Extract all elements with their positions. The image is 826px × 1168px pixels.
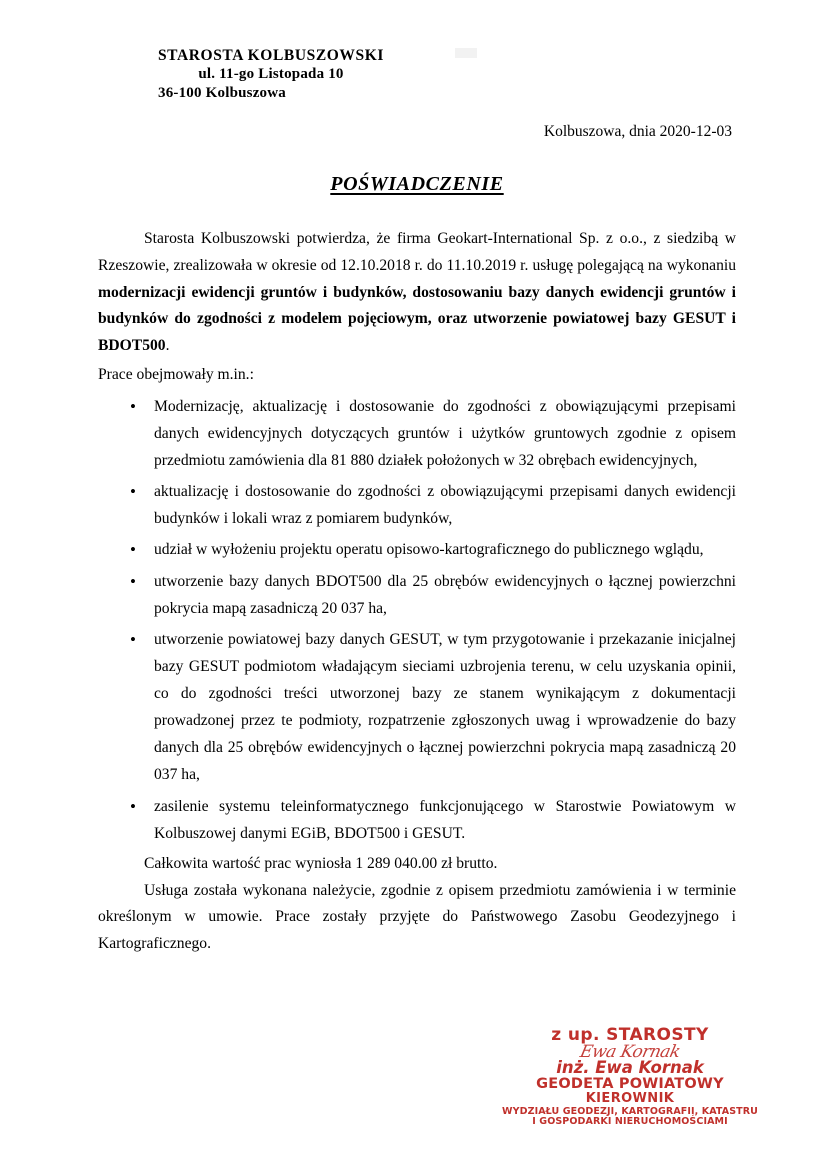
place-and-date: Kolbuszowa, dnia 2020-12-03: [543, 122, 732, 140]
signature-position: KIEROWNIK: [585, 1091, 675, 1107]
signature-department-line2: I GOSPODARKI NIERUCHOMOŚCIAMI: [532, 1116, 728, 1128]
closing-block: [98, 851, 736, 958]
list-item: • Modernizację, aktualizację i dostosowanie do zgodności z obowiązującymi przepisami danych ewidencyjnych dotyczących gruntów i użytków gruntowych zgodnie z opisem przedmiotu zamówienia dla 81 880 działek położonych w 32 obrębach ewidencyjnych,: [152, 393, 736, 474]
signature-stamp: [500, 1026, 760, 1128]
handwritten-signature: Ewa Kornak: [578, 1042, 682, 1063]
letterhead-authority: STAROSTA KOLBUSZOWSKI: [157, 47, 385, 64]
closing-paragraph: Usługa została wykonana należycie, zgodnie z opisem przedmiotu zamówienia i w terminie określonym w umowie. Prace zostały przyjęte do Państwowego Zasobu Geodezyjnego i Kartograficznego.: [98, 881, 736, 953]
scan-artifact: [455, 48, 477, 58]
signature-department-line1: WYDZIAŁU GEODEZJI, KARTOGRAFII, KATASTRU: [502, 1106, 758, 1118]
intro-part1: Starosta Kolbuszowski potwierdza, że firma Geokart-International Sp. z o.o., z siedzibą w Rzeszowie, zrealizowała w okresie od 12.10.2018 r. do 11.10.2019 r. usługę polegającą na wykonaniu: [98, 229, 736, 274]
letterhead-street: ul. 11-go Listopada 10: [198, 66, 344, 83]
signature-on-behalf: z up. STAROSTY: [551, 1025, 709, 1045]
signature-role: GEODETA POWIATOWY: [536, 1075, 724, 1092]
scope-subheading: Prace obejmowały m.in.:: [98, 365, 254, 383]
list-item: • aktualizację i dostosowanie do zgodności z obowiązującymi przepisami danych ewidencji budynków i lokali wraz z pomiarem budynków,: [152, 478, 736, 532]
letterhead-city: 36-100 Kolbuszowa: [158, 85, 286, 102]
list-item: • udział w wyłożeniu projektu operatu opisowo-kartograficznego do publicznego wglądu,: [152, 536, 736, 563]
intro-part2: .: [165, 337, 170, 355]
signature-name: inż. Ewa Kornak: [556, 1057, 704, 1077]
list-item: • utworzenie powiatowej bazy danych GESUT, w tym przygotowanie i przekazanie inicjalnej bazy GESUT podmiotom władającym sieciami uzbrojenia terenu, w celu uzyskania opinii, co do zgodności treści utworzonej bazy ze stanem wynikającym z dokumentacji prowadzonej przez te podmioty, rozpatrzenie zgłoszonych uwag i wprowadzenie do bazy danych dla 25 obrębów ewidencyjnych o łącznej powierzchni pokrycia mapą zasadniczą 20 037 ha,: [152, 626, 736, 789]
total-value-line: Całkowita wartość prac wyniosła 1 289 040.00 zł brutto.: [144, 854, 498, 872]
page-title: POŚWIADCZENIE: [330, 172, 504, 195]
scope-list: [98, 393, 736, 847]
letterhead: [106, 46, 436, 103]
list-item: • zasilenie systemu teleinformatycznego funkcjonującego w Starostwie Powiatowym w Kolbuszowej danymi EGiB, BDOT500 i GESUT.: [152, 793, 736, 847]
document-body: [98, 226, 736, 958]
list-item: • utworzenie bazy danych BDOT500 dla 25 obrębów ewidencyjnych o łącznej powierzchni pokrycia mapą zasadniczą 20 037 ha,: [152, 568, 736, 622]
intro-paragraph: [98, 226, 736, 360]
intro-bold: modernizacji ewidencji gruntów i budynków, dostosowaniu bazy danych ewidencji gruntów i budynków do zgodności z modelem pojęciowym, oraz utworzenie powiatowej bazy GESUT i BDOT500: [98, 283, 736, 355]
